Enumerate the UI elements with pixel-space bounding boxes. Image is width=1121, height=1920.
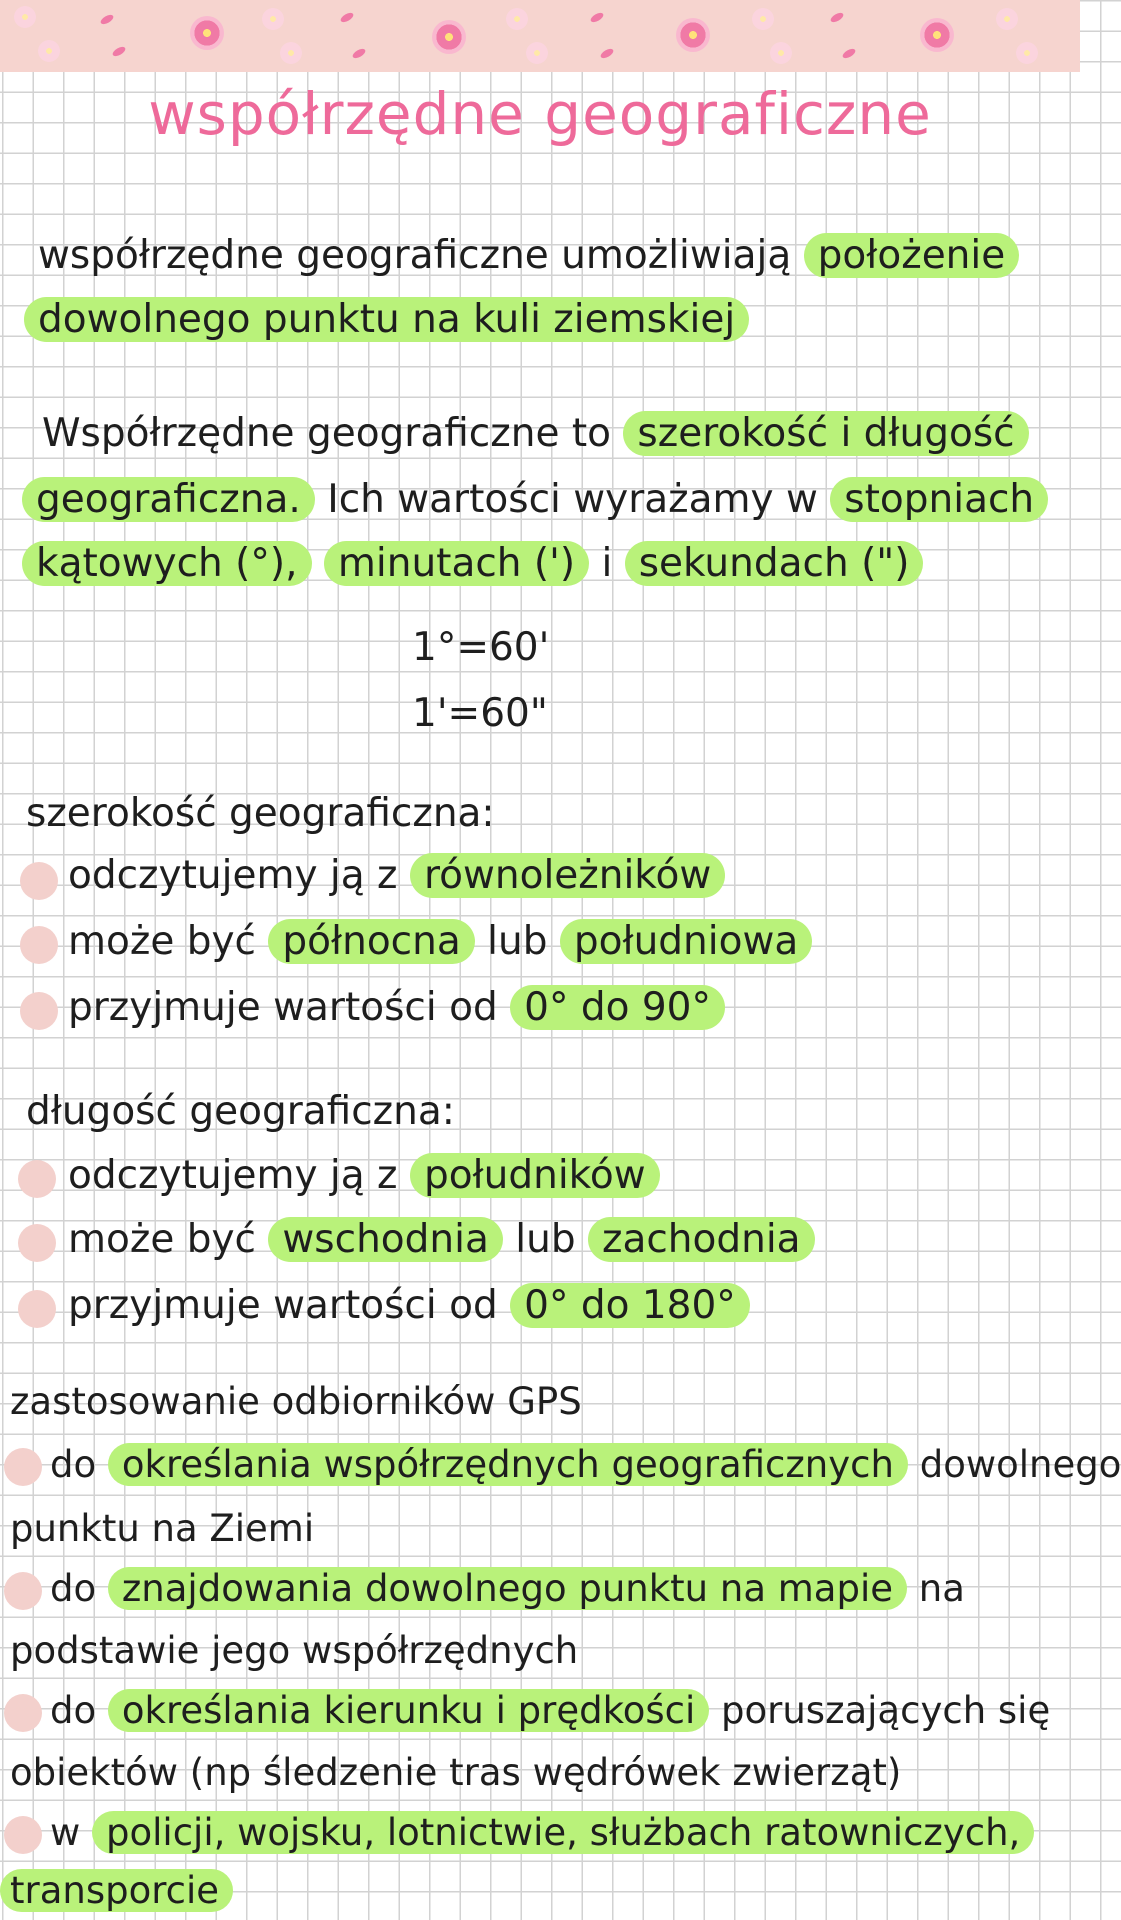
latitude-bullet-3: przyjmuje wartości od 0° do 90° <box>68 982 725 1034</box>
gps-item-2: do znajdowania dowolnego punktu na mapie na <box>50 1567 965 1610</box>
flower-icon <box>38 40 60 62</box>
longitude-bullet-2: może być wschodnia lub zachodnia <box>68 1214 815 1266</box>
highlight: równoleżników <box>410 853 725 898</box>
highlight: stopniach <box>830 477 1048 522</box>
flower-icon <box>506 8 528 30</box>
petal-icon <box>111 45 127 58</box>
flower-icon <box>190 16 224 50</box>
bullet-icon <box>4 1694 42 1732</box>
gps-item-3: do określania kierunku i prędkości poruszających się <box>50 1689 1051 1732</box>
gps-item-3-cont: obiektów (np śledzenie tras wędrówek zwierząt) <box>10 1751 902 1794</box>
highlight: 0° do 180° <box>510 1283 750 1328</box>
flower-icon <box>676 18 710 52</box>
gps-item-4: w policji, wojsku, lotnictwie, służbach ratowniczych, <box>50 1808 1034 1858</box>
definition-line-1: Współrzędne geograficzne to szerokość i długość <box>42 408 1029 460</box>
highlight: minutach (') <box>324 541 589 586</box>
bullet-icon <box>20 862 58 900</box>
bullet-icon <box>18 1290 56 1328</box>
equation-degree: 1°=60' <box>412 625 550 670</box>
definition-line-3: kątowych (°), minutach (') i sekundach (") <box>22 538 923 590</box>
highlight: południowa <box>560 919 812 964</box>
latitude-bullet-2: może być północna lub południowa <box>68 916 812 968</box>
petal-icon <box>599 47 615 60</box>
petal-icon <box>841 47 857 60</box>
highlight: policji, wojsku, lotnictwie, służbach ratowniczych, <box>92 1811 1034 1854</box>
equation-minute: 1'=60" <box>412 691 548 736</box>
bullet-icon <box>20 926 58 964</box>
gps-heading: zastosowanie odbiorników GPS <box>10 1380 582 1423</box>
gps-item-1-cont: punktu na Ziemi <box>10 1507 315 1550</box>
floral-banner <box>0 0 1080 72</box>
gps-item-2-cont: podstawie jego współrzędnych <box>10 1629 579 1672</box>
flower-icon <box>752 8 774 30</box>
highlight: południków <box>410 1153 660 1198</box>
highlight: określania współrzędnych geograficznych <box>108 1443 908 1486</box>
highlight: szerokość i długość <box>623 411 1028 456</box>
flower-icon <box>262 8 284 30</box>
bullet-icon <box>4 1816 42 1854</box>
flower-icon <box>1016 42 1038 64</box>
longitude-bullet-1: odczytujemy ją z południków <box>68 1150 660 1202</box>
gps-item-4-cont <box>0 1866 233 1916</box>
highlight: kątowych (°), <box>22 541 312 586</box>
flower-icon <box>920 18 954 52</box>
petal-icon <box>589 11 605 24</box>
highlight: dowolnego punktu na kuli ziemskiej <box>24 297 749 342</box>
flower-icon <box>14 6 36 28</box>
bullet-icon <box>4 1572 42 1610</box>
highlight: określania kierunku i prędkości <box>108 1689 709 1732</box>
highlight: transporcie <box>0 1869 233 1912</box>
highlight: sekundach (") <box>625 541 924 586</box>
flower-icon <box>526 42 548 64</box>
flower-icon <box>996 8 1018 30</box>
highlight: położenie <box>804 233 1020 278</box>
petal-icon <box>829 11 845 24</box>
highlight: zachodnia <box>588 1217 815 1262</box>
highlight: znajdowania dowolnego punktu na mapie <box>108 1567 907 1610</box>
latitude-bullet-1: odczytujemy ją z równoleżników <box>68 850 725 902</box>
longitude-bullet-3: przyjmuje wartości od 0° do 180° <box>68 1280 750 1332</box>
bullet-icon <box>18 1160 56 1198</box>
bullet-icon <box>20 992 58 1030</box>
intro-line-2 <box>24 294 749 346</box>
highlight: północna <box>268 919 474 964</box>
petal-icon <box>339 11 355 24</box>
intro-line-1: współrzędne geograficzne umożliwiają położenie <box>38 230 1019 282</box>
petal-icon <box>351 47 367 60</box>
bullet-icon <box>18 1224 56 1262</box>
gps-item-1: do określania współrzędnych geograficznych dowolnego <box>50 1443 1121 1486</box>
latitude-heading: szerokość geograficzna: <box>26 791 495 836</box>
bullet-icon <box>4 1448 42 1486</box>
flower-icon <box>770 42 792 64</box>
highlight: wschodnia <box>268 1217 502 1262</box>
page-title: współrzędne geograficzne <box>148 80 932 148</box>
petal-icon <box>99 13 115 26</box>
highlight: 0° do 90° <box>510 985 725 1030</box>
highlight: geograficzna. <box>22 477 315 522</box>
flower-icon <box>432 20 466 54</box>
definition-line-2: geograficzna. Ich wartości wyrażamy w stopniach <box>22 474 1048 526</box>
longitude-heading: długość geograficzna: <box>26 1089 455 1134</box>
flower-icon <box>280 42 302 64</box>
